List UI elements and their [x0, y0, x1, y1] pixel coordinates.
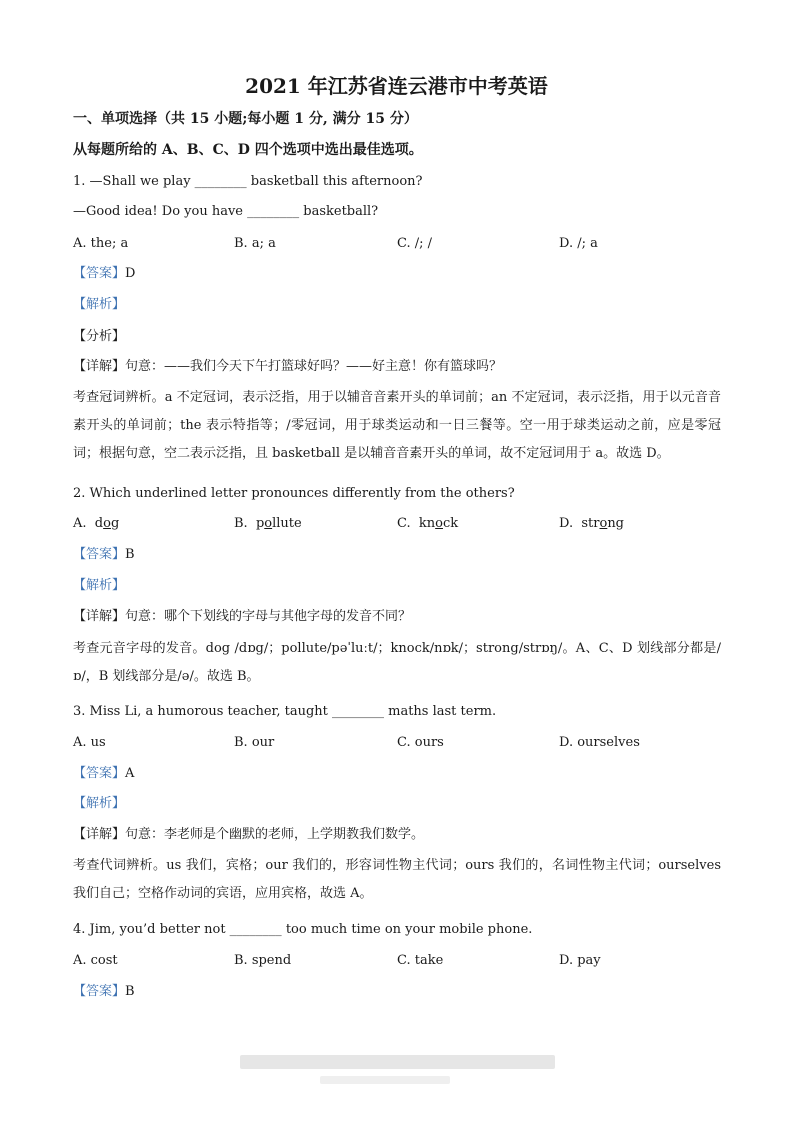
section-heading: 一、单项选择（共 15 小题;每小题 1 分, 满分 15 分）	[73, 111, 418, 127]
q1-detail: 【详解】句意：——我们今天下午打篮球好吗？——好主意！你有篮球吗？	[73, 359, 503, 374]
q2-stem: 2. Which underlined letter pronounces differently from the others?	[73, 486, 515, 501]
q1-fenxi-tag: 【分析】	[73, 329, 126, 344]
q3-answer: 【答案】A	[73, 766, 135, 781]
q3-analysis-tag: 【解析】	[73, 796, 126, 811]
q2-option-a: A. dog	[73, 516, 120, 531]
page-title: 2021 年江苏省连云港市中考英语	[245, 74, 548, 98]
q4-option-d: D. pay	[559, 953, 601, 968]
q1-answer	[73, 265, 135, 283]
q4-option-a: A. cost	[73, 953, 118, 968]
q1-option-a: A. the; a	[73, 236, 129, 251]
q1-option-c: C. /; /	[397, 236, 433, 251]
q4-answer: 【答案】B	[73, 984, 135, 999]
q3-detail: 【详解】句意：李老师是个幽默的老师，上学期教我们数学。	[73, 827, 425, 842]
q2-option-d: D. strong	[559, 516, 625, 531]
q2-answer: 【答案】B	[73, 547, 135, 562]
q4-stem: 4. Jim, you’d better not ________ too much time on your mobile phone.	[73, 922, 533, 937]
q2-option-b: B. pollute	[234, 516, 302, 531]
q3-option-c: C. ours	[397, 735, 444, 750]
q1-option-b: B. a; a	[234, 236, 276, 251]
q4-option-b: B. spend	[234, 953, 292, 968]
q1-explanation: 考查冠词辨析。a 不定冠词，表示泛指，用于以辅音音素开头的单词前；an 不定冠词，表示泛指，用于以元音音素开头的单词前；the 表示特指等；/零冠词，用于球类运动和一日三餐等。空一用于球类运动之前，应是零冠词；根据句意，空二表示泛指，且 basketball 是以辅音音素开头的单词，故不定冠词用于 a。故选 D。	[73, 390, 721, 461]
q2-analysis-tag: 【解析】	[73, 578, 126, 593]
q1-answer-value: D	[125, 266, 136, 281]
q3-option-b: B. our	[234, 735, 275, 750]
q2-explanation: 考查元音字母的发音。dog /dɒg/；pollute/pəˈluːt/；knock/nɒk/；strong/strɒŋ/。A、C、D 划线部分都是/ɒ/，B 划线部分是/ə/。故选 B。	[73, 641, 721, 684]
q3-stem: 3. Miss Li, a humorous teacher, taught ________ maths last term.	[73, 704, 497, 719]
q2-option-c: C. knock	[397, 516, 459, 531]
q2-detail: 【详解】句意：哪个下划线的字母与其他字母的发音不同？	[73, 609, 412, 624]
q1-analysis-tag: 【解析】	[73, 297, 126, 312]
answer-tag: 【答案】	[73, 266, 126, 281]
q1-stem-b: —Good idea! Do you have ________ basketball?	[73, 204, 379, 219]
q3-explanation: 考查代词辨析。us 我们，宾格；our 我们的，形容词性物主代词；ours 我们的，名词性物主代词；ourselves 我们自己；空格作动词的宾语，应用宾格，故选 A。	[73, 858, 721, 901]
instruction: 从每题所给的 A、B、C、D 四个选项中选出最佳选项。	[73, 142, 423, 158]
q3-option-d: D. ourselves	[559, 735, 640, 750]
q4-option-c: C. take	[397, 953, 444, 968]
q1-stem-a: 1. —Shall we play ________ basketball this afternoon?	[73, 174, 423, 189]
q1-option-d: D. /; a	[559, 236, 598, 251]
q3-option-a: A. us	[73, 735, 106, 750]
